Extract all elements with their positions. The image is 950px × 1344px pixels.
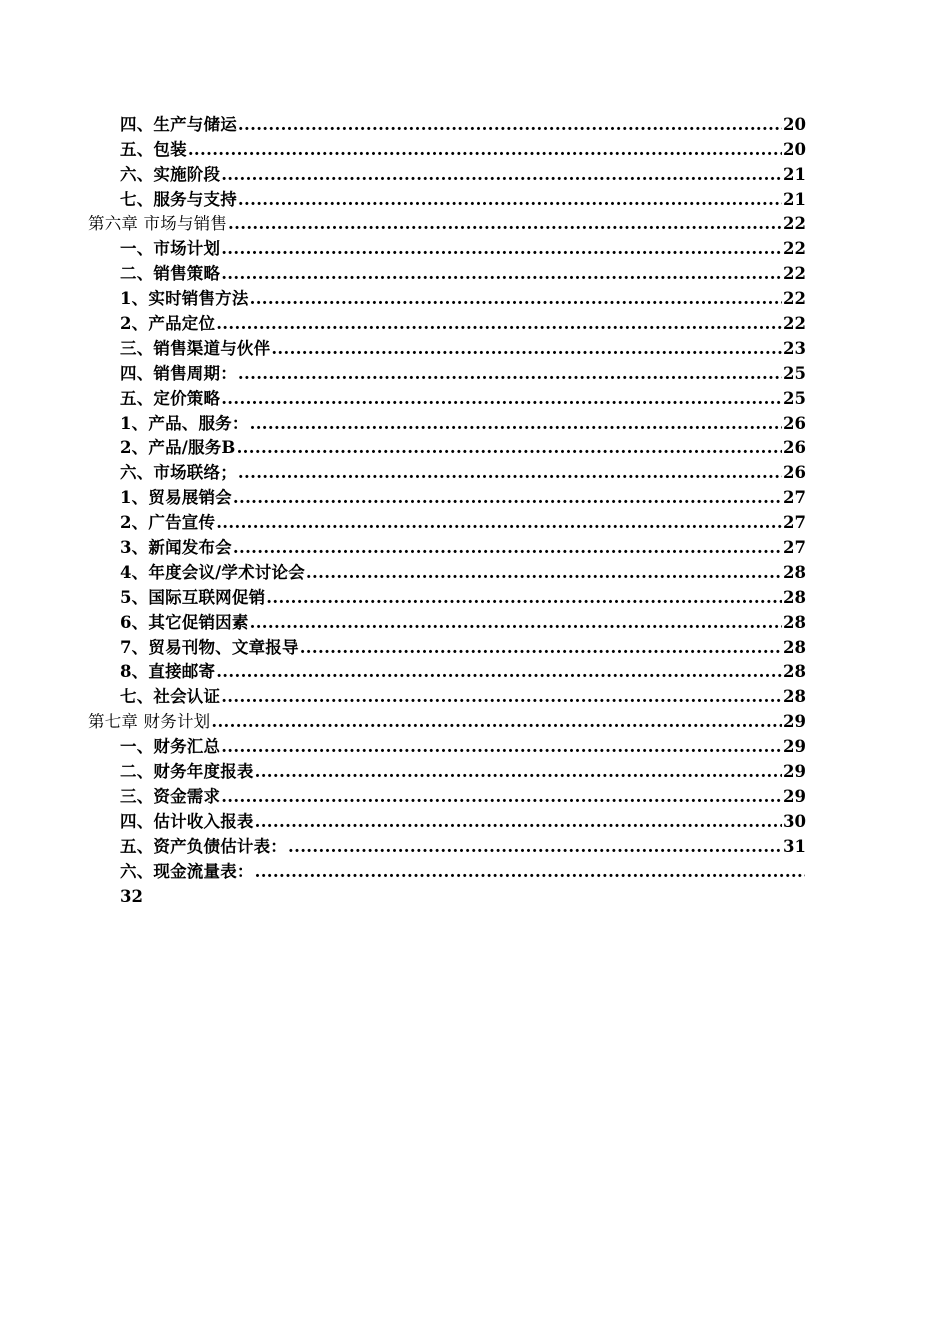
toc-entry[interactable]: [0, 658, 950, 683]
toc-entry[interactable]: [0, 110, 950, 135]
toc-page-number: 22: [783, 214, 806, 234]
toc-entry-label: 七、社会认证: [120, 687, 221, 707]
toc-dot-leader: [238, 463, 782, 483]
toc-dot-leader: [238, 115, 782, 135]
toc-entry[interactable]: [0, 732, 950, 757]
toc-entry-label: 四、估计收入报表: [120, 811, 254, 831]
toc-dot-leader: [211, 712, 782, 732]
toc-entry[interactable]: [0, 857, 950, 882]
toc-page-number: 20: [783, 139, 806, 159]
toc-entry[interactable]: [0, 384, 950, 409]
toc-dot-leader: [233, 488, 782, 508]
toc-page-number: 30: [783, 811, 806, 831]
toc-page-number: 22: [783, 289, 806, 309]
toc-entry-label: 四、生产与储运: [120, 114, 237, 134]
toc-entry[interactable]: [0, 682, 950, 707]
toc-page-number: 22: [783, 239, 806, 259]
toc-entry-label: 2、广告宣传: [120, 513, 216, 533]
toc-dot-leader: [238, 190, 782, 210]
toc-page-number: 25: [783, 363, 806, 383]
toc-page-number: 25: [783, 388, 806, 408]
toc-entry-label: 2、产品/服务B: [120, 438, 236, 458]
toc-entry-label: 6、其它促销因素: [120, 612, 249, 632]
toc-dot-leader: [266, 588, 782, 608]
toc-entry[interactable]: [0, 409, 950, 434]
toc-page-number: 29: [783, 786, 806, 806]
toc-entry-label: 三、资金需求: [120, 786, 221, 806]
toc-dot-leader: [306, 563, 782, 583]
toc-chapter-entry[interactable]: [0, 707, 950, 732]
toc-entry-label: 第七章 财务计划: [88, 712, 211, 732]
toc-page-number: 28: [783, 587, 806, 607]
toc-entry-label: 二、财务年度报表: [120, 762, 254, 782]
toc-entry-label: 六、市场联络；: [120, 463, 237, 483]
toc-entry[interactable]: [0, 533, 950, 558]
toc-dot-leader: [228, 214, 782, 234]
toc-entry-label: 二、销售策略: [120, 264, 221, 284]
toc-entry-label: 第六章 市场与销售: [88, 214, 228, 234]
toc-dot-leader: [250, 613, 782, 633]
toc-dot-leader: [221, 687, 782, 707]
toc-dot-leader: [216, 513, 782, 533]
toc-entry[interactable]: [0, 558, 950, 583]
toc-page-number: 29: [783, 762, 806, 782]
toc-entry[interactable]: [0, 608, 950, 633]
toc-entry[interactable]: [0, 185, 950, 210]
toc-dot-leader: [250, 414, 782, 434]
toc-page-number: 27: [783, 538, 806, 558]
toc-dot-leader: [221, 787, 782, 807]
toc-dot-leader: [188, 140, 782, 160]
toc-dot-leader: [255, 862, 805, 882]
toc-page-number: 28: [783, 637, 806, 657]
toc-entry-label: 8、直接邮寄: [120, 662, 216, 682]
toc-entry[interactable]: [0, 234, 950, 259]
toc-dot-leader: [271, 339, 782, 359]
toc-page-number: 28: [783, 662, 806, 682]
toc-entry[interactable]: [0, 309, 950, 334]
toc-chapter-entry[interactable]: [0, 210, 950, 235]
toc-dot-leader: [221, 264, 782, 284]
toc-dot-leader: [238, 364, 782, 384]
toc-dot-leader: [221, 737, 782, 757]
toc-dot-leader: [216, 314, 782, 334]
toc-entry-label: 七、服务与支持: [120, 189, 237, 209]
toc-entry-label: 五、资产负债估计表：: [120, 836, 287, 856]
toc-page-number: 23: [783, 338, 806, 358]
toc-entry[interactable]: [0, 832, 950, 857]
toc-page-number: 22: [783, 264, 806, 284]
toc-page-number: 21: [783, 189, 806, 209]
toc-page-number: 27: [783, 513, 806, 533]
toc-page-number: 26: [783, 438, 806, 458]
toc-page-number: 32: [120, 886, 143, 906]
toc-entry-label: 4、年度会议/学术讨论会: [120, 562, 305, 582]
toc-entry[interactable]: [0, 782, 950, 807]
toc-page-number: 31: [783, 836, 806, 856]
toc-entry[interactable]: [0, 160, 950, 185]
toc-entry-label: 5、国际互联网促销: [120, 587, 266, 607]
toc-entry-label: 五、包装: [120, 139, 187, 159]
table-of-contents: [0, 110, 950, 907]
toc-entry-label: 3、新闻发布会: [120, 538, 232, 558]
toc-page-number: 27: [783, 488, 806, 508]
toc-dot-leader: [250, 289, 782, 309]
toc-dot-leader: [300, 638, 782, 658]
toc-page-number: 26: [783, 413, 806, 433]
toc-dot-leader: [237, 438, 782, 458]
toc-dot-leader: [233, 538, 782, 558]
toc-dot-leader: [221, 239, 782, 259]
toc-entry[interactable]: [0, 807, 950, 832]
toc-entry[interactable]: [0, 259, 950, 284]
toc-page-number: 28: [783, 562, 806, 582]
toc-page-number: 22: [783, 314, 806, 334]
toc-entry-label: 六、现金流量表：: [120, 861, 254, 881]
toc-dot-leader: [255, 812, 782, 832]
toc-page-number: 28: [783, 687, 806, 707]
toc-entry[interactable]: [0, 508, 950, 533]
toc-entry-label: 7、贸易刊物、文章报导: [120, 637, 299, 657]
toc-entry-label: 2、产品定位: [120, 314, 216, 334]
toc-entry[interactable]: [0, 583, 950, 608]
toc-entry-label: 六、实施阶段: [120, 164, 221, 184]
toc-page-number: 28: [783, 612, 806, 632]
toc-entry[interactable]: [0, 633, 950, 658]
toc-dot-leader: [216, 662, 782, 682]
toc-entry[interactable]: [0, 434, 950, 459]
toc-entry[interactable]: [0, 458, 950, 483]
toc-page-number: 20: [783, 114, 806, 134]
toc-page-number: 29: [783, 712, 806, 732]
toc-entry-label: 1、贸易展销会: [120, 488, 232, 508]
toc-page-number: 26: [783, 463, 806, 483]
toc-entry-label: 1、实时销售方法: [120, 289, 249, 309]
toc-dot-leader: [255, 762, 782, 782]
toc-entry[interactable]: [0, 757, 950, 782]
toc-entry-label: 1、产品、服务：: [120, 413, 249, 433]
toc-page-number: 21: [783, 164, 806, 184]
toc-entry[interactable]: [0, 135, 950, 160]
toc-dot-leader: [221, 165, 782, 185]
toc-entry-label: 一、市场计划: [120, 239, 221, 259]
toc-entry[interactable]: [0, 483, 950, 508]
toc-dot-leader: [288, 837, 782, 857]
toc-entry[interactable]: [0, 359, 950, 384]
toc-entry-label: 五、定价策略: [120, 388, 221, 408]
toc-entry[interactable]: [0, 284, 950, 309]
toc-entry-label: 一、财务汇总: [120, 737, 221, 757]
toc-entry-label: 四、销售周期：: [120, 363, 237, 383]
toc-dot-leader: [221, 389, 782, 409]
toc-entry[interactable]: [0, 334, 950, 359]
toc-page-number: 29: [783, 737, 806, 757]
toc-entry-label: 三、销售渠道与伙伴: [120, 338, 271, 358]
